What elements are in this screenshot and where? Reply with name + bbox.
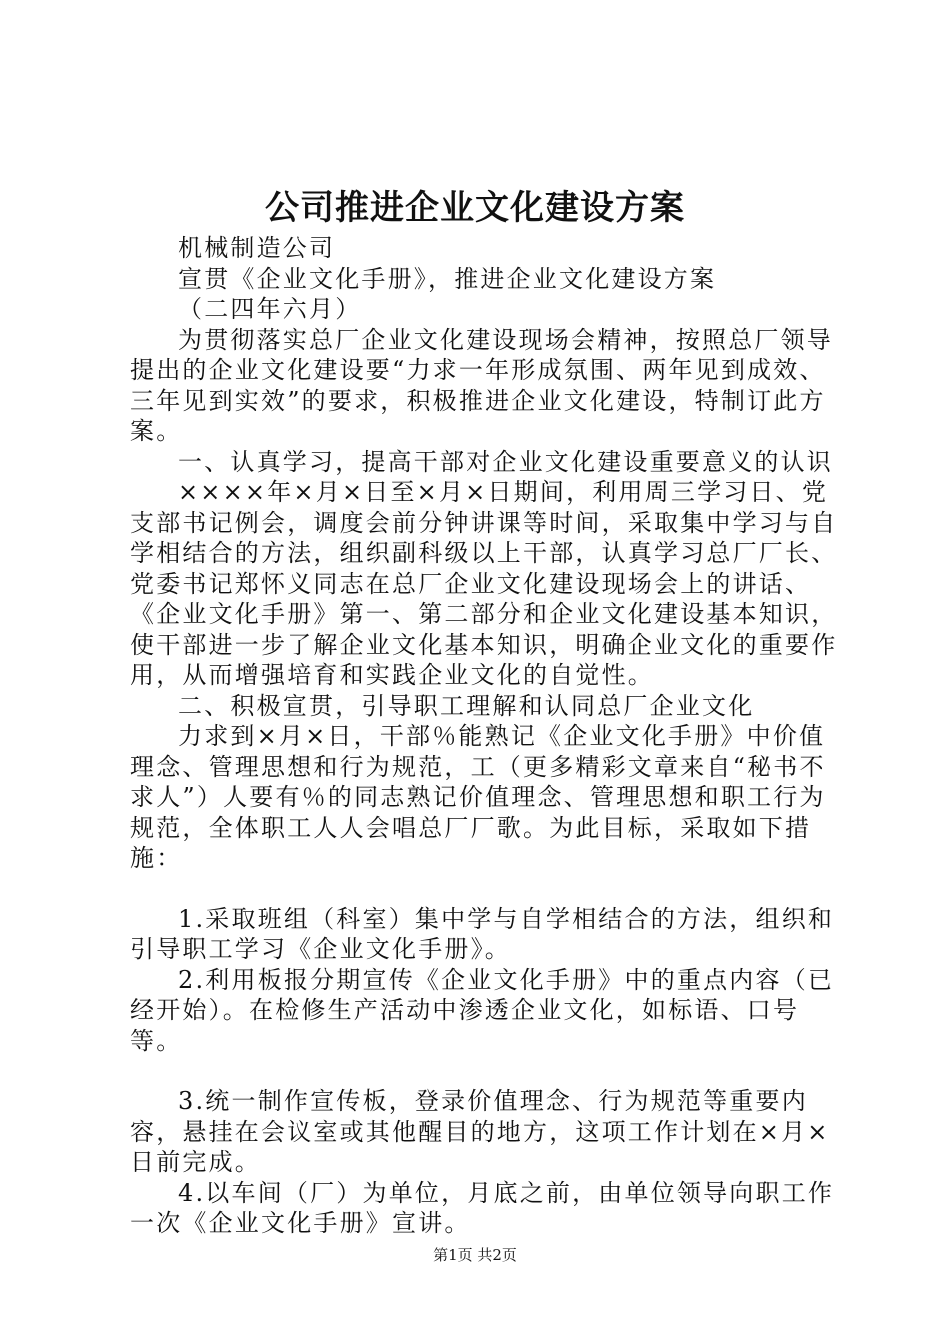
- measure-item-1: 1.采取班组（科室）集中学与自学相结合的方法，组织和引导职工学习《企业文化手册》。: [130, 904, 835, 963]
- subtitle: 宣贯《企业文化手册》，推进企业文化建设方案: [178, 264, 717, 293]
- section-1-paragraph: ××××年×月×日至×月×日期间，利用周三学习日、党支部书记例会，调度会前分钟讲课等时间，采取集中学习与自学相结合的方法，组织副科级以上干部，认真学习总厂厂长、党委书记郑怀义同志在总厂企业文化建设现场会上的讲话、《企业文化手册》第一、第二部分和企业文化建设基本知识，使干部进一步了解企业文化基本知识，明确企业文化的重要作用，从而增强培育和实践企业文化的自觉性。: [130, 478, 838, 689]
- document-body: [130, 233, 840, 1239]
- document-title: 公司推进企业文化建设方案: [265, 188, 685, 228]
- measure-item-3: 3.统一制作宣传板，登录价值理念、行为规范等重要内容，悬挂在会议室或其他醒目的地方，这项工作计划在×月×日前完成。: [130, 1087, 830, 1176]
- company-name: 机械制造公司: [178, 234, 336, 262]
- section-heading-2: 二、积极宣贯，引导职工理解和认同总厂企业文化: [178, 691, 755, 720]
- section-2-paragraph: 力求到×月×日，干部％能熟记《企业文化手册》中价值理念、管理思想和行为规范，工（更多精彩文章来自“秘书不求人”）人要有％的同志熟记价值理念、管理思想和职工行为规范，全体职工人人会唱总厂厂歌。为此目标，采取如下措施：: [130, 722, 826, 872]
- page-footer: 第1页 共2页: [433, 1246, 517, 1264]
- measure-item-4: 4.以车间（厂）为单位，月底之前，由单位领导向职工作一次《企业文化手册》宣讲。: [130, 1178, 835, 1237]
- date-line: （二四年六月）: [178, 295, 362, 323]
- intro-paragraph: 为贯彻落实总厂企业文化建设现场会精神，按照总厂领导提出的企业文化建设要“力求一年形成氛围、两年见到成效、三年见到实效”的要求，积极推进企业文化建设，特制订此方案。: [130, 325, 833, 445]
- measure-item-2: 2.利用板报分期宣传《企业文化手册》中的重点内容（已经开始）。在检修生产活动中渗透企业文化，如标语、口号等。: [130, 965, 835, 1055]
- section-heading-1: 一、认真学习，提高干部对企业文化建设重要意义的认识: [178, 447, 833, 476]
